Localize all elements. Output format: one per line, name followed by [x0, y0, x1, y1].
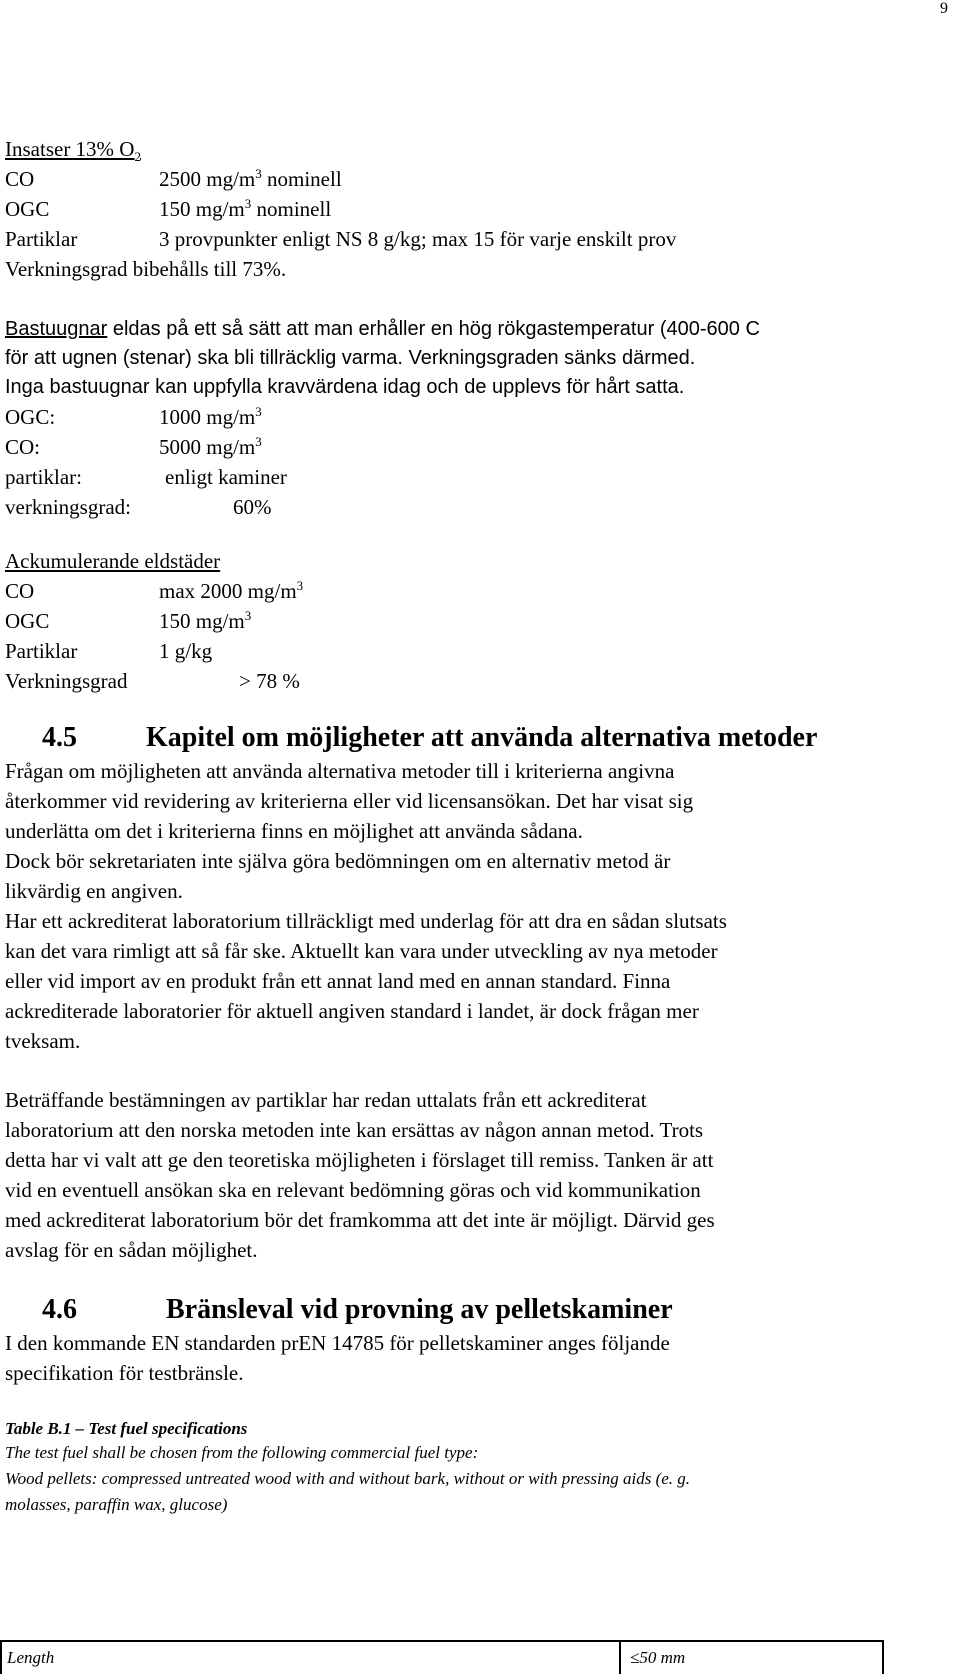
paragraph-line: eller vid import av en produkt från ett annat land med en annan standard. Finna: [5, 969, 671, 993]
row-value: enligt kaminer: [165, 465, 287, 489]
paragraph-line: underlätta om det i kriterierna finns en möjlighet att använda sådana.: [5, 819, 583, 843]
insatser-efficiency: Verkningsgrad bibehålls till 73%.: [5, 257, 287, 281]
section-4-5-number: 4.5: [42, 722, 77, 753]
insatser-heading-text: Insatser 13% O: [5, 137, 135, 161]
row-value: 150 $mg/m^3$ nominell: [159, 196, 332, 221]
section-4-6-title: Bränsleval vid provning av pelletskaminer: [166, 1294, 673, 1325]
ack-row-ogc: [5, 608, 252, 634]
table-note-line: The test fuel shall be chosen from the following commercial fuel type:: [5, 1443, 479, 1462]
table-caption: Table B.1 – Test fuel specifications: [5, 1419, 248, 1438]
bastu-row-partiklar: [5, 464, 287, 490]
ackumulerande-heading: Ackumulerande eldstäder: [5, 549, 221, 573]
row-value: 60%: [233, 495, 272, 519]
paragraph-line: likvärdig en angiven.: [5, 879, 183, 903]
insatser-heading-sub: 2: [134, 149, 141, 165]
row-value: 3 provpunkter enligt NS 8 g/kg; max 15 för varje enskilt prov: [159, 227, 677, 251]
paragraph-line: tveksam.: [5, 1029, 81, 1053]
row-label: Partiklar: [5, 227, 78, 251]
bastu-row-ogc: [5, 404, 262, 430]
paragraph-line: laboratorium att den norska metoden inte kan ersättas av någon annan metod. Trots: [5, 1118, 704, 1142]
row-value: max 2000 $mg/m^3$: [159, 578, 304, 603]
row-label: verkningsgrad:: [5, 495, 131, 519]
paragraph-line: detta har vi valt att ge den teoretiska möjligheten i förslaget till remiss. Tanken är att: [5, 1148, 714, 1172]
spec-table: [0, 1640, 884, 1674]
row-label: Verkningsgrad: [5, 669, 128, 693]
paragraph-line: Frågan om möjligheten att använda alternativa metoder till i kriterierna angivna: [5, 759, 675, 783]
ack-row-partiklar: [5, 638, 213, 664]
row-value: 2500 $mg/m^3$ nominell: [159, 166, 342, 191]
paragraph-line: Har ett ackrediterat laboratorium tillräckligt med underlag för att dra en sådan slutsats: [5, 909, 727, 933]
section-4-6-number: 4.6: [42, 1294, 77, 1325]
row-label: CO: [5, 579, 35, 603]
row-value: 150 $mg/m^3$: [159, 608, 252, 633]
table-cell-label: Length: [7, 1648, 55, 1667]
ack-row-verkningsgrad: [5, 668, 300, 694]
bastu-row-verkningsgrad: [5, 494, 272, 520]
paragraph-line: vid en eventuell ansökan ska en relevant bedömning göras och vid kommunikation: [5, 1178, 701, 1202]
paragraph-line: specifikation för testbränsle.: [5, 1361, 244, 1385]
row-label: OGC: [5, 197, 50, 221]
insatser-heading: [5, 136, 141, 165]
table-note-line: molasses, paraffin wax, glucose): [5, 1495, 228, 1514]
row-value: > 78 %: [239, 669, 300, 693]
paragraph-line: Dock bör sekretariaten inte själva göra bedömningen om en alternativ metod är: [5, 849, 671, 873]
row-label: CO:: [5, 435, 41, 459]
bastu-row-co: [5, 434, 262, 460]
section-4-5-title: Kapitel om möjligheter att använda alternativa metoder: [146, 722, 818, 753]
bastu-line: för att ugnen (stenar) ska bli tillräcklig varma. Verkningsgraden sänks därmed.: [5, 347, 696, 369]
insatser-row-co: [5, 166, 342, 192]
paragraph-line: ackrediterade laboratorier för aktuell angiven standard i landet, är dock frågan mer: [5, 999, 699, 1023]
row-label: OGC:: [5, 405, 56, 429]
bastu-lead: [5, 316, 760, 342]
table-cell-value: ≤50 mm: [630, 1648, 686, 1667]
paragraph-line: kan det vara rimligt att så får ske. Aktuellt kan vara under utveckling av nya metoder: [5, 939, 718, 963]
row-value: 1000 $mg/m^3$: [159, 404, 262, 429]
table-divider: [619, 1642, 621, 1674]
insatser-row-ogc: [5, 196, 332, 222]
ack-row-co: [5, 578, 304, 604]
row-value: 5000 $mg/m^3$: [159, 434, 262, 459]
row-label: CO: [5, 167, 35, 191]
bastu-lead-underlined: Bastuugnar: [5, 318, 108, 340]
insatser-row-partiklar: [5, 226, 677, 252]
paragraph-line: avslag för en sådan möjlighet.: [5, 1238, 258, 1262]
page-number: 9: [940, 0, 948, 17]
paragraph-line: I den kommande EN standarden prEN 14785 för pelletskaminer anges följande: [5, 1331, 670, 1355]
bastu-lead-rest: eldas på ett så sätt att man erhåller en hög rökgastemperatur (400-600 C: [107, 318, 760, 340]
table-note-line: Wood pellets: compressed untreated wood with and without bark, without or with pressing aids (e. g.: [5, 1469, 691, 1488]
bastu-line: Inga bastuugnar kan uppfylla kravvärdena idag och de upplevs för hårt satta.: [5, 376, 685, 398]
row-label: Partiklar: [5, 639, 78, 663]
paragraph-line: återkommer vid revidering av kriterierna eller vid licensansökan. Det har visat sig: [5, 789, 694, 813]
row-value: 1 g/kg: [159, 639, 213, 663]
paragraph-line: Beträffande bestämningen av partiklar har redan uttalats från ett ackrediterat: [5, 1088, 647, 1112]
row-label: OGC: [5, 609, 50, 633]
row-label: partiklar:: [5, 465, 82, 489]
paragraph-line: med ackrediterat laboratorium bör det framkomma att det inte är möjligt. Därvid ges: [5, 1208, 715, 1232]
